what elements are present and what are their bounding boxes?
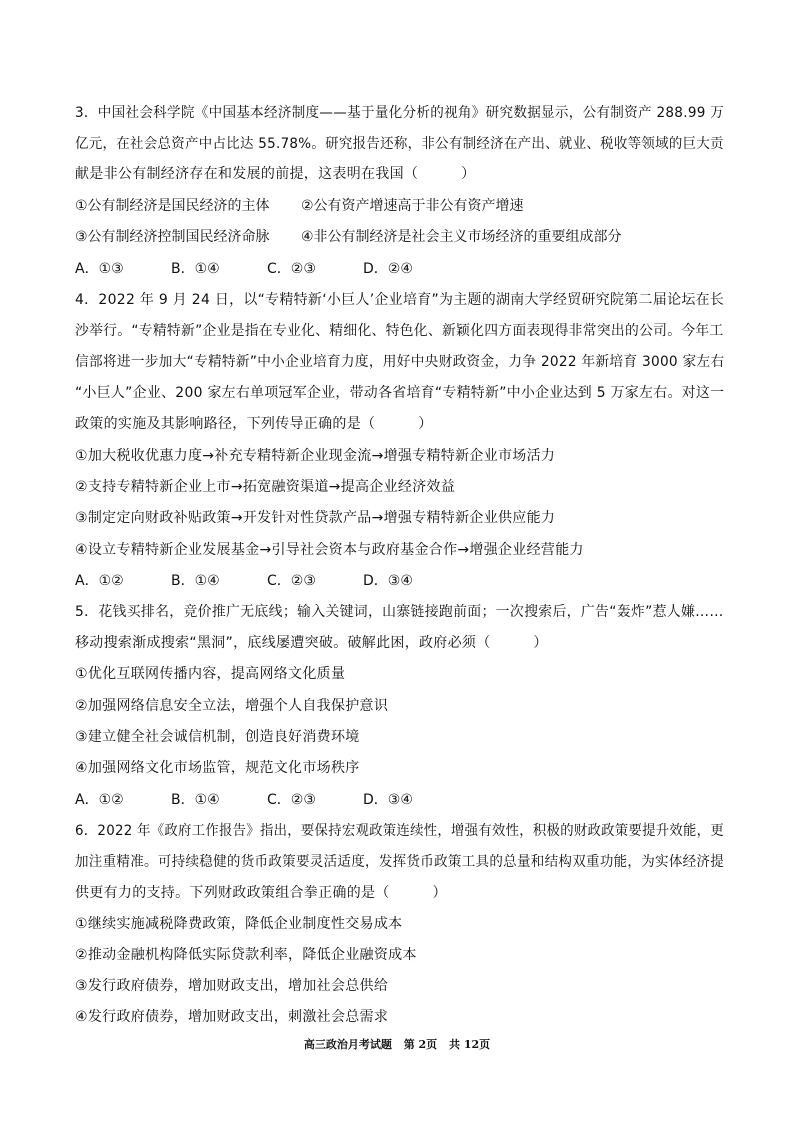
question-4-stem-line-1: 4．2022 年 9 月 24 日，以“专精特新‘小巨人’企业培育”为主题的湖南大学经贸研究院第二届论坛在长 (75, 292, 725, 308)
question-4-stem-line-2: 沙举行。“专精特新”企业是指在专业化、精细化、特色化、新颖化四方面表现得非常突出的公司。今年工 (75, 323, 724, 339)
option-d: D．③④ (363, 792, 413, 808)
question-3-options (75, 259, 459, 279)
page-footer (0, 1036, 794, 1052)
question-4-statement-2: ②支持专精特新企业上市→拓宽融资渠道→提高企业经济效益 (75, 479, 456, 495)
option-d: D．②④ (363, 261, 413, 277)
question-5-stem-line-2: 移动搜索渐成搜索“黑洞”，底线屡遭突破。破解此困，政府必须（ ） (75, 635, 548, 651)
question-3-statements-row-1 (75, 196, 524, 216)
option-c: C．②③ (267, 573, 316, 589)
question-4-stem-line-3: 信部将进一步加大“专精特新”中小企业培育力度，用好中央财政资金，力争 2022 年新培育 3000 家左右 (75, 354, 725, 370)
footer-exam-title: 高三政治月考试题 (303, 1038, 392, 1051)
question-3-stem-line-1: 3．中国社会科学院《中国基本经济制度——基于量化分析的视角》研究数据显示，公有制资产 288.99 万 (75, 105, 725, 121)
statement-3: ③公有制经济控制国民经济命脉 (75, 229, 270, 245)
question-4-statement-3: ③制定定向财政补贴政策→开发针对性贷款产品→增强专精特新企业供应能力 (75, 510, 556, 526)
statement-1: ①公有制经济是国民经济的主体 (75, 198, 270, 214)
question-3-stem-line-3: 献是非公有制经济存在和发展的前提，这表明在我国（ ） (75, 166, 476, 182)
question-3-stem-line-2: 亿元，在社会总资产中占比达 55.78%。研究报告还称，非公有制经济在产出、就业、税收等领域的巨大贡 (75, 136, 724, 152)
question-4-statement-4: ④设立专精特新企业发展基金→引导社会资本与政府基金合作→增强企业经营能力 (75, 542, 584, 558)
question-6-statement-4: ④发行政府债券，增加财政支出，刺激社会总需求 (75, 1009, 389, 1025)
option-c: C．②③ (267, 261, 316, 277)
option-d: D．③④ (363, 573, 413, 589)
question-4-statement-1: ①加大税收优惠力度→补充专精特新企业现金流→增强专精特新企业市场活力 (75, 448, 556, 464)
question-6-statement-1: ①继续实施减税降费政策，降低企业制度性交易成本 (75, 916, 403, 932)
option-a: A．①② (75, 792, 124, 808)
question-5-stem-line-1: 5．花钱买排名，竞价推广无底线；输入关键词，山寨链接跑前面；一次搜索后，广告“轰炸”惹人嫌…… (75, 604, 724, 620)
statement-4: ④非公有制经济是社会主义市场经济的重要组成部分 (301, 229, 622, 245)
option-c: C．②③ (267, 792, 316, 808)
footer-total-pages: 共 12页 (449, 1038, 491, 1051)
option-b: B．①④ (171, 573, 220, 589)
question-5-statement-4: ④加强网络文化市场监管，规范文化市场秩序 (75, 760, 360, 776)
statement-2: ②公有资产增速高于非公有资产增速 (301, 198, 524, 214)
question-4-stem-line-4: “小巨人”企业、200 家左右单项冠军企业，带动各省培育“专精特新”中小企业达到 5 万家左右。对这一 (75, 385, 725, 401)
option-a: A．①② (75, 573, 124, 589)
option-b: B．①④ (171, 792, 220, 808)
question-4-options (75, 571, 459, 591)
option-b: B．①④ (171, 261, 220, 277)
question-6-statement-2: ②推动金融机构降低实际贷款利率，降低企业融资成本 (75, 947, 417, 963)
question-5-statement-2: ②加强网络信息安全立法，增强个人自我保护意识 (75, 698, 389, 714)
question-5-statement-1: ①优化互联网传播内容，提高网络文化质量 (75, 666, 346, 682)
question-4-stem-line-5: 政策的实施及其影响路径，下列传导正确的是（ ） (75, 416, 433, 432)
question-6-stem-line-2: 加注重精准。可持续稳健的货币政策要灵活适度，发挥货币政策工具的总量和结构双重功能，为实体经济提 (75, 854, 725, 870)
question-3-statements-row-2 (75, 227, 622, 247)
question-6-statement-3: ③发行政府债券，增加财政支出，增加社会总供给 (75, 978, 389, 994)
question-5-statement-3: ③建立健全社会诚信机制，创造良好消费环境 (75, 729, 360, 745)
option-a: A．①③ (75, 261, 124, 277)
question-6-stem-line-1: 6．2022 年《政府工作报告》指出，要保持宏观政策连续性，增强有效性，积极的财政政策要提升效能，更 (75, 823, 724, 839)
footer-page-number: 第 2页 (403, 1038, 438, 1051)
question-6-stem-line-3: 供更有力的支持。下列财政政策组合拳正确的是（ ） (75, 885, 447, 901)
question-5-options (75, 790, 459, 810)
